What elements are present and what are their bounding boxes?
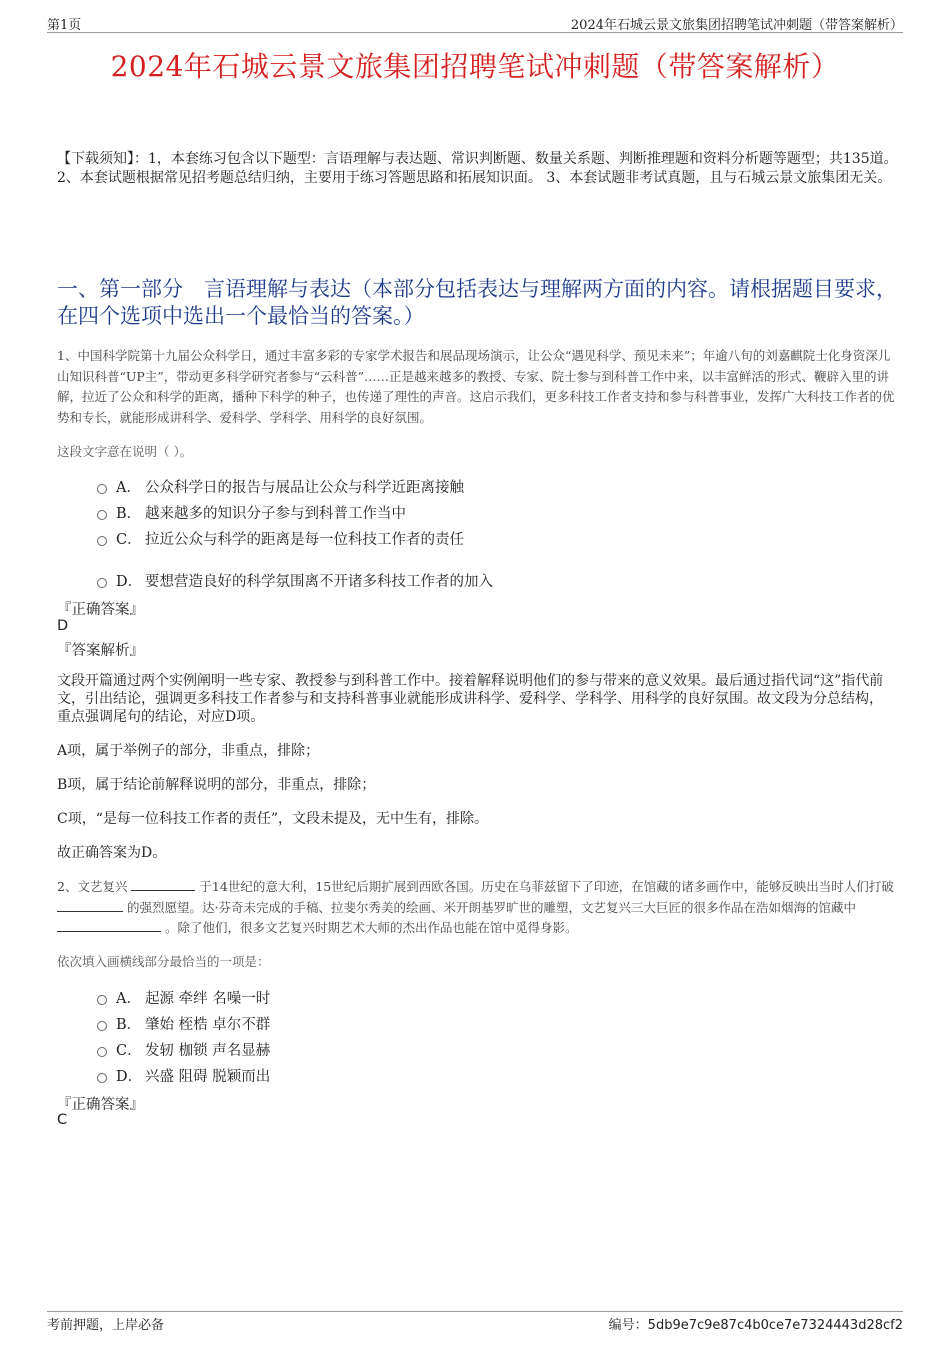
- option-text: 发轫 枷锁 声名显赫: [145, 1043, 271, 1059]
- radio-icon[interactable]: [97, 1047, 107, 1057]
- analysis-paragraph: 文段开篇通过两个实例阐明一些专家、教授参与到科普工作中。接着解释说明他们的参与带来的意义效果。最后通过指代词“这”指代前文，引出结论，强调更多科技工作者参与和支持科普事业就能形成讲科学、爱科学、学科学、用科学的良好氛围。故文段为分总结构，重点强调尾句的结论，对应D项。: [57, 673, 884, 725]
- question-1-option-c[interactable]: [97, 528, 464, 549]
- option-label: B．: [116, 1017, 142, 1033]
- header-divider: [47, 32, 903, 33]
- option-text: 要想营造良好的科学氛围离不开诸多科技工作者的加入: [145, 574, 493, 590]
- radio-icon[interactable]: [97, 578, 107, 588]
- correct-answer-value: C: [57, 1112, 68, 1128]
- option-label: A．: [116, 480, 141, 496]
- question-2-stem: [57, 877, 895, 939]
- option-label: C．: [116, 1043, 142, 1059]
- option-text: 拉近公众与科学的距离是每一位科技工作者的责任: [145, 532, 464, 548]
- question-2-option-d[interactable]: [97, 1065, 270, 1086]
- question-1-option-a[interactable]: [97, 476, 464, 497]
- fill-blank-3[interactable]: [57, 918, 161, 932]
- analysis-label: 『答案解析』: [57, 643, 144, 659]
- question-1-option-b[interactable]: [97, 502, 406, 523]
- radio-icon[interactable]: [97, 1021, 107, 1031]
- footer-divider: [47, 1311, 903, 1312]
- radio-icon[interactable]: [97, 484, 107, 494]
- option-label: B．: [116, 506, 142, 522]
- analysis-option-a: A项，属于举例子的部分，非重点，排除；: [57, 743, 320, 759]
- option-label: D．: [116, 1069, 143, 1085]
- fill-blank-1[interactable]: [131, 877, 195, 891]
- question-1-stem: 1、中国科学院第十九届公众科学日，通过丰富多彩的专家学术报告和展品现场演示，让公众“遇见科学、预见未来”；年逾八旬的刘嘉麒院士化身资深儿山知识科普“UP主”，带动更多科学研究者参与“云科普”……正是越来越多的教授、专家、院士参与到科普工作中来，以丰富鲜活的形式、鞭辟入里的讲解，拉近了公众和科学的距离，播种下科学的种子，也传递了理性的声音。这启示我们，更多科技工作者支持和参与科普事业，发挥广大科技工作者的优势和专长，就能形成讲科学、爱科学、学科学、用科学的良好氛围。: [57, 348, 895, 425]
- question-2-option-a[interactable]: [97, 987, 270, 1008]
- option-text: 肇始 桎梏 卓尔不群: [145, 1017, 271, 1033]
- radio-icon[interactable]: [97, 510, 107, 520]
- document-title: 2024年石城云景文旅集团招聘笔试冲刺题（带答案解析）: [110, 50, 840, 83]
- option-text: 越来越多的知识分子参与到科普工作当中: [145, 506, 406, 522]
- option-text: 兴盛 阻碍 脱颖而出: [145, 1069, 271, 1085]
- option-label: C．: [116, 532, 142, 548]
- question-2-prompt: 依次填入画横线部分最恰当的一项是：: [57, 954, 270, 969]
- question-1-prompt: 这段文字意在说明（ ）。: [57, 444, 193, 459]
- footer-slogan: 考前押题，上岸必备: [47, 1318, 165, 1333]
- correct-answer-label: 『正确答案』: [57, 602, 144, 618]
- question-1-option-d[interactable]: [97, 570, 493, 591]
- option-text: 起源 牵绊 名噪一时: [145, 991, 271, 1007]
- radio-icon[interactable]: [97, 1073, 107, 1083]
- page-number: 第1页: [47, 18, 82, 33]
- download-notice: 【下载须知】：1，本套练习包含以下题型：言语理解与表达题、常识判断题、数量关系题、判断推理题和资料分析题等题型；共135道。 2、本套试题根据常见招考题总结归纳，主要用于练习答题思路和拓展知识面。 3、本套试题非考试真题，且与石城云景文旅集团无关。: [57, 151, 898, 186]
- correct-answer-label: 『正确答案』: [57, 1097, 144, 1113]
- radio-icon[interactable]: [97, 536, 107, 546]
- running-header-title: 2024年石城云景文旅集团招聘笔试冲刺题（带答案解析）: [570, 18, 903, 33]
- fill-blank-2[interactable]: [57, 898, 123, 912]
- analysis-conclusion: 故正确答案为D。: [57, 845, 167, 861]
- stem-text: 于14世纪的意大利，15世纪后期扩展到西欧各国。历史在乌菲兹留下了印迹，在馆藏的诸多画作中，能够反映出当时人们打破: [199, 879, 894, 894]
- option-label: D．: [116, 574, 143, 590]
- option-label: A．: [116, 991, 141, 1007]
- analysis-option-b: B项，属于结论前解释说明的部分，非重点，排除；: [57, 777, 376, 793]
- radio-icon[interactable]: [97, 995, 107, 1005]
- footer-code: [609, 1314, 903, 1333]
- correct-answer-value: D: [57, 618, 69, 634]
- section-heading: 一、第一部分 言语理解与表达（本部分包括表达与理解两方面的内容。请根据题目要求，在四个选项中选出一个最恰当的答案。）: [57, 277, 897, 328]
- question-2-option-c[interactable]: [97, 1039, 270, 1060]
- footer-code-value: 5db9e7c9e87c4b0ce7e7324443d28cf2: [647, 1318, 903, 1333]
- stem-text: 。除了他们，很多文艺复兴时期艺术大师的杰出作品也能在馆中觅得身影。: [164, 920, 578, 935]
- stem-text: 的强烈愿望。达·芬奇未完成的手稿、拉斐尔秀美的绘画、米开朗基罗旷世的雕塑，文艺复兴三大巨匠的很多作品在浩如烟海的馆藏中: [126, 899, 856, 915]
- analysis-option-c: C项，“是每一位科技工作者的责任”，文段未提及，无中生有，排除。: [57, 811, 489, 827]
- option-text: 公众科学日的报告与展品让公众与科学近距离接触: [145, 480, 464, 496]
- question-2-option-b[interactable]: [97, 1013, 270, 1034]
- stem-text: 2、文艺复兴: [57, 879, 128, 894]
- footer-code-label: 编号：: [608, 1318, 648, 1333]
